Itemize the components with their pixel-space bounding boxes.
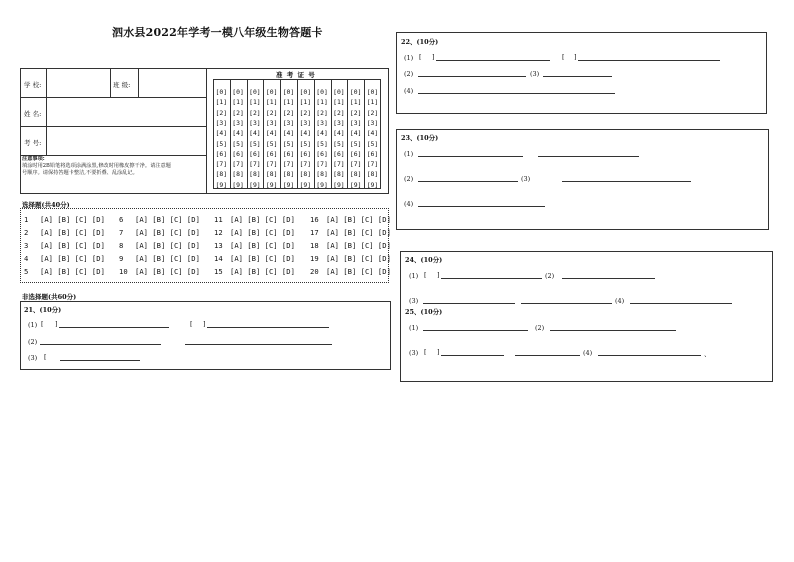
exam-id-bubble-col1-digit-3[interactable]: [3] <box>215 118 228 127</box>
choice-options-q15[interactable]: [A] [B] [C] [D] <box>230 267 295 276</box>
q23-part1-label: (1) <box>404 150 414 158</box>
choice-question-number: 1 <box>24 215 29 224</box>
exam-id-bubble-col1-digit-8[interactable]: [8] <box>215 170 228 179</box>
choice-options-q6[interactable]: [A] [B] [C] [D] <box>135 215 200 224</box>
exam-id-bubble-col9-digit-4[interactable]: [4] <box>349 129 362 138</box>
q24-bracket-l: [ <box>424 271 427 279</box>
exam-id-col-divider <box>297 80 298 188</box>
exam-id-bubble-col7-digit-5[interactable]: [5] <box>316 139 328 148</box>
exam-id-bubble-col8-digit-1[interactable]: [1] <box>333 98 345 107</box>
exam-id-bubble-col7-digit-4[interactable]: [4] <box>316 129 328 138</box>
exam-id-bubble-col5-digit-1[interactable]: [1] <box>282 98 295 107</box>
exam-id-bubble-col1-digit-7[interactable]: [7] <box>215 160 228 169</box>
exam-id-bubble-col7-digit-8[interactable]: [8] <box>316 170 328 179</box>
q21-bracket-left: [ <box>41 320 44 328</box>
q24-part3-blank-1[interactable] <box>423 303 515 304</box>
exam-id-bubble-col5-digit-2[interactable]: [2] <box>282 108 295 117</box>
exam-id-bubble-col2-digit-2[interactable]: [2] <box>232 108 244 117</box>
q21-part3-blank[interactable] <box>60 360 140 361</box>
exam-id-bubble-col4-digit-3[interactable]: [3] <box>265 118 278 127</box>
q23-part4-label: (4) <box>404 200 414 208</box>
q24-part1-label: (1) <box>409 272 419 280</box>
q23-box <box>396 129 769 230</box>
exam-id-bubble-col2-digit-6[interactable]: [6] <box>232 149 244 158</box>
exam-id-col-divider <box>263 80 264 188</box>
info-col-divider <box>110 68 111 97</box>
q25-bracket-r: ] <box>437 348 440 356</box>
exam-id-bubble-col4-digit-8[interactable]: [8] <box>265 170 278 179</box>
exam-id-bubble-col6-digit-7[interactable]: [7] <box>299 160 312 169</box>
exam-id-bubble-col10-digit-2[interactable]: [2] <box>366 108 379 117</box>
choice-options-q1[interactable]: [A] [B] [C] [D] <box>40 215 105 224</box>
exam-id-bubble-col3-digit-4[interactable]: [4] <box>249 129 261 138</box>
exam-id-bubble-col1-digit-4[interactable]: [4] <box>215 129 228 138</box>
q24-part2-blank[interactable] <box>562 278 655 279</box>
exam-id-bubble-col10-digit-1[interactable]: [1] <box>366 98 379 107</box>
class-label: 班 级: <box>113 81 131 89</box>
exam-id-bubble-col2-digit-4[interactable]: [4] <box>232 129 244 138</box>
exam-id-bubble-col1-digit-2[interactable]: [2] <box>215 108 228 117</box>
choice-question-number: 18 <box>310 241 319 250</box>
choice-options-q11[interactable]: [A] [B] [C] [D] <box>230 215 295 224</box>
q25-part2-label: (2) <box>535 324 545 332</box>
exam-id-bubble-col3-digit-1[interactable]: [1] <box>249 98 261 107</box>
choice-options-q18[interactable]: [A] [B] [C] [D] <box>326 241 391 250</box>
q25-tail-mark: 、 <box>704 350 711 358</box>
choice-question-number: 15 <box>214 267 223 276</box>
q22-bracket-r: ] <box>432 53 435 61</box>
exam-id-bubble-col4-digit-7[interactable]: [7] <box>265 160 278 169</box>
exam-id-bubble-col7-digit-7[interactable]: [7] <box>316 160 328 169</box>
exam-id-grid <box>213 79 381 189</box>
exam-id-bubble-col6-digit-3[interactable]: [3] <box>299 118 312 127</box>
choice-question-number: 11 <box>214 215 223 224</box>
choice-grid <box>24 212 391 282</box>
exam-id-bubble-col9-digit-0[interactable]: [0] <box>349 88 362 96</box>
exam-id-bubble-col10-digit-4[interactable]: [4] <box>366 129 379 138</box>
q25-part3-label: (3) <box>409 349 419 357</box>
exam-id-col-divider <box>314 80 315 188</box>
choice-options-q5[interactable]: [A] [B] [C] [D] <box>40 267 105 276</box>
choice-options-q2[interactable]: [A] [B] [C] [D] <box>40 228 105 237</box>
choice-question-number: 7 <box>119 228 124 237</box>
q23-part4-blank[interactable] <box>418 206 545 207</box>
q21-heading: 21、(10分) <box>24 306 62 314</box>
exam-id-bubble-col10-digit-0[interactable]: [0] <box>366 88 379 96</box>
q24-part1-blank[interactable] <box>441 278 542 279</box>
exam-id-bubble-col3-digit-8[interactable]: [8] <box>249 170 261 179</box>
q21-part2-label: (2) <box>28 338 38 346</box>
exam-id-bubble-col4-digit-5[interactable]: [5] <box>265 139 278 148</box>
exam-id-bubble-col8-digit-9[interactable]: [9] <box>333 180 345 189</box>
exam-id-bubble-col8-digit-2[interactable]: [2] <box>333 108 345 117</box>
exam-id-bubble-col8-digit-7[interactable]: [7] <box>333 160 345 169</box>
q24-part2-label: (2) <box>545 272 555 280</box>
q21-part3-label: (3) <box>28 354 38 362</box>
exam-id-bubble-col6-digit-1[interactable]: [1] <box>299 98 312 107</box>
q25-part4-label: (4) <box>583 349 593 357</box>
choice-options-q10[interactable]: [A] [B] [C] [D] <box>135 267 200 276</box>
q22-bracket-l: [ <box>419 53 422 61</box>
exam-id-bubble-col6-digit-6[interactable]: [6] <box>299 149 312 158</box>
exam-id-bubble-col2-digit-8[interactable]: [8] <box>232 170 244 179</box>
q23-part1-blank-1[interactable] <box>418 156 523 157</box>
exam-id-bubble-col6-digit-9[interactable]: [9] <box>299 180 312 189</box>
choice-options-q14[interactable]: [A] [B] [C] [D] <box>230 254 295 263</box>
info-divider <box>206 68 207 194</box>
q23-part2-blank[interactable] <box>418 181 518 182</box>
exam-id-bubble-col1-digit-6[interactable]: [6] <box>215 149 228 158</box>
choice-options-q9[interactable]: [A] [B] [C] [D] <box>135 254 200 263</box>
exam-id-bubble-col9-digit-8[interactable]: [8] <box>349 170 362 179</box>
q23-part3-label: (3) <box>521 175 531 183</box>
exam-id-bubble-col4-digit-2[interactable]: [2] <box>265 108 278 117</box>
exam-id-bubble-col8-digit-5[interactable]: [5] <box>333 139 345 148</box>
q25-part3-blank-1[interactable] <box>441 355 504 356</box>
exam-id-bubble-col10-digit-6[interactable]: [6] <box>366 149 379 158</box>
exam-id-bubble-col5-digit-6[interactable]: [6] <box>282 149 295 158</box>
exam-id-bubble-col5-digit-5[interactable]: [5] <box>282 139 295 148</box>
q21-part1-blank-2[interactable] <box>207 327 329 328</box>
q25-heading: 25、(10分) <box>405 308 443 316</box>
choice-options-q20[interactable]: [A] [B] [C] [D] <box>326 267 391 276</box>
exam-id-bubble-col2-digit-0[interactable]: [0] <box>232 88 244 96</box>
exam-id-bubble-col2-digit-7[interactable]: [7] <box>232 160 244 169</box>
q21-part2-blank-1[interactable] <box>40 344 161 345</box>
q24-part3-blank-2[interactable] <box>521 303 612 304</box>
exam-id-bubble-col1-digit-9[interactable]: [9] <box>215 180 228 189</box>
school-field[interactable] <box>47 69 109 96</box>
exam-id-bubble-col6-digit-2[interactable]: [2] <box>299 108 312 117</box>
q25-part3-blank-2[interactable] <box>515 355 580 356</box>
exam-id-bubble-col2-digit-5[interactable]: [5] <box>232 139 244 148</box>
q22-bracket-l-2: [ <box>562 53 565 61</box>
q23-part3-blank[interactable] <box>562 181 691 182</box>
exam-id-bubble-col3-digit-2[interactable]: [2] <box>249 108 261 117</box>
exam-id-bubble-col10-digit-8[interactable]: [8] <box>366 170 379 179</box>
choice-question-number: 9 <box>119 254 124 263</box>
q23-part1-blank-2[interactable] <box>538 156 639 157</box>
exam-id-bubble-col5-digit-9[interactable]: [9] <box>282 180 295 189</box>
choice-question-number: 8 <box>119 241 124 250</box>
exam-id-bubble-col9-digit-7[interactable]: [7] <box>349 160 362 169</box>
exam-id-bubble-col3-digit-5[interactable]: [5] <box>249 139 261 148</box>
exam-id-bubble-col5-digit-7[interactable]: [7] <box>282 160 295 169</box>
q24-bracket-r: ] <box>437 271 440 279</box>
q25-bracket-l: [ <box>424 348 427 356</box>
exam-number-field[interactable] <box>47 127 205 154</box>
notice <box>22 156 206 177</box>
nonchoice-section-title: 非选择题(共60分) <box>22 293 77 301</box>
name-label: 姓 名: <box>24 110 42 118</box>
exam-id-col-divider <box>347 80 348 188</box>
q22-part2-label: (2) <box>404 70 414 78</box>
exam-id-bubble-col2-digit-3[interactable]: [3] <box>232 118 244 127</box>
exam-id-bubble-col8-digit-4[interactable]: [4] <box>333 129 345 138</box>
q21-bracket-left-2: [ <box>190 320 193 328</box>
exam-id-bubble-col4-digit-1[interactable]: [1] <box>265 98 278 107</box>
exam-id-bubble-col2-digit-1[interactable]: [1] <box>232 98 244 107</box>
q22-part1-blank-2[interactable] <box>578 60 720 61</box>
choice-question-number: 17 <box>310 228 319 237</box>
exam-id-bubble-col8-digit-8[interactable]: [8] <box>333 170 345 179</box>
exam-id-bubble-col5-digit-8[interactable]: [8] <box>282 170 295 179</box>
exam-id-bubble-col9-digit-9[interactable]: [9] <box>349 180 362 189</box>
exam-id-bubble-col5-digit-3[interactable]: [3] <box>282 118 295 127</box>
choice-section-title: 选择题(共40分) <box>22 201 70 209</box>
exam-id-bubble-col7-digit-3[interactable]: [3] <box>316 118 328 127</box>
name-field[interactable] <box>47 98 205 125</box>
q22-part1-blank-1[interactable] <box>436 60 550 61</box>
choice-question-number: 20 <box>310 267 319 276</box>
exam-id-bubble-col5-digit-0[interactable]: [0] <box>282 88 295 96</box>
q24-heading: 24、(10分) <box>405 256 443 264</box>
exam-id-bubble-col5-digit-4[interactable]: [4] <box>282 129 295 138</box>
exam-id-bubble-col6-digit-8[interactable]: [8] <box>299 170 312 179</box>
q24-q25-box <box>400 251 773 382</box>
q21-part1-blank-1[interactable] <box>59 327 169 328</box>
exam-id-bubble-col4-digit-0[interactable]: [0] <box>265 88 278 96</box>
choice-question-number: 10 <box>119 267 128 276</box>
exam-number-label: 考 号: <box>24 139 42 147</box>
exam-id-bubble-col3-digit-0[interactable]: [0] <box>249 88 261 96</box>
exam-id-title: 准 考 证 号 <box>276 71 316 79</box>
exam-id-bubble-col7-digit-2[interactable]: [2] <box>316 108 328 117</box>
choice-question-number: 14 <box>214 254 223 263</box>
exam-id-bubble-col7-digit-0[interactable]: [0] <box>316 88 328 96</box>
exam-id-col-divider <box>280 80 281 188</box>
exam-id-bubble-col1-digit-5[interactable]: [5] <box>215 139 228 148</box>
exam-id-bubble-col8-digit-6[interactable]: [6] <box>333 149 345 158</box>
choice-options-q13[interactable]: [A] [B] [C] [D] <box>230 241 295 250</box>
q21-part1-label: (1) <box>28 321 38 329</box>
exam-id-bubble-col10-digit-5[interactable]: [5] <box>366 139 379 148</box>
exam-id-bubble-col8-digit-0[interactable]: [0] <box>333 88 345 96</box>
choice-question-number: 4 <box>24 254 29 263</box>
exam-id-bubble-col4-digit-4[interactable]: [4] <box>265 129 278 138</box>
exam-id-bubble-col6-digit-5[interactable]: [5] <box>299 139 312 148</box>
exam-id-bubble-col7-digit-6[interactable]: [6] <box>316 149 328 158</box>
choice-question-number: 13 <box>214 241 223 250</box>
exam-id-bubble-col6-digit-0[interactable]: [0] <box>299 88 312 96</box>
q23-heading: 23、(10分) <box>401 134 439 142</box>
exam-id-col-divider <box>364 80 365 188</box>
q24-part4-label: (4) <box>615 297 625 305</box>
q24-part4-blank[interactable] <box>630 303 732 304</box>
exam-id-bubble-col10-digit-3[interactable]: [3] <box>366 118 379 127</box>
q22-part3-blank[interactable] <box>543 76 612 77</box>
q21-bracket-right-2: ] <box>203 320 206 328</box>
q22-part4-label: (4) <box>404 87 414 95</box>
exam-id-col-divider <box>230 80 231 188</box>
exam-id-bubble-col2-digit-9[interactable]: [9] <box>232 180 244 189</box>
notice-line-1: 填涂时用2B铅笔将选项涂满涂黑,修改时用橡皮擦干净。请注意题 <box>22 163 171 169</box>
q25-part1-label: (1) <box>409 324 419 332</box>
choice-question-number: 12 <box>214 228 223 237</box>
q22-part3-label: (3) <box>530 70 540 78</box>
q21-part3-bracket: [ <box>44 353 47 361</box>
exam-id-bubble-col9-digit-6[interactable]: [6] <box>349 149 362 158</box>
choice-options-q12[interactable]: [A] [B] [C] [D] <box>230 228 295 237</box>
choice-options-q17[interactable]: [A] [B] [C] [D] <box>326 228 391 237</box>
choice-question-number: 6 <box>119 215 124 224</box>
q22-part1-label: (1) <box>404 54 414 62</box>
choice-options-q16[interactable]: [A] [B] [C] [D] <box>326 215 391 224</box>
choice-options-q4[interactable]: [A] [B] [C] [D] <box>40 254 105 263</box>
exam-id-bubble-col9-digit-5[interactable]: [5] <box>349 139 362 148</box>
notice-title: 注意事项: <box>22 156 45 162</box>
q21-bracket-right: ] <box>55 320 58 328</box>
q23-part2-label: (2) <box>404 175 414 183</box>
q21-part2-blank-2[interactable] <box>185 344 332 345</box>
notice-line-2: 号顺序。请保持答题卡整洁,不要折叠、乱涂乱记。 <box>22 170 138 176</box>
exam-id-bubble-col3-digit-7[interactable]: [7] <box>249 160 261 169</box>
exam-id-bubble-col6-digit-4[interactable]: [4] <box>299 129 312 138</box>
choice-options-q8[interactable]: [A] [B] [C] [D] <box>135 241 200 250</box>
exam-id-bubble-col10-digit-9[interactable]: [9] <box>366 180 379 189</box>
q25-part4-blank[interactable] <box>598 355 701 356</box>
exam-id-bubble-col8-digit-3[interactable]: [3] <box>333 118 345 127</box>
q24-part3-label: (3) <box>409 297 419 305</box>
exam-id-bubble-col7-digit-1[interactable]: [1] <box>316 98 328 107</box>
choice-options-q7[interactable]: [A] [B] [C] [D] <box>135 228 200 237</box>
exam-id-bubble-col9-digit-3[interactable]: [3] <box>349 118 362 127</box>
choice-question-number: 3 <box>24 241 29 250</box>
exam-id-bubble-col9-digit-2[interactable]: [2] <box>349 108 362 117</box>
choice-options-q19[interactable]: [A] [B] [C] [D] <box>326 254 391 263</box>
exam-id-bubble-col7-digit-9[interactable]: [9] <box>316 180 328 189</box>
q22-bracket-r-2: ] <box>574 53 577 61</box>
choice-question-number: 19 <box>310 254 319 263</box>
exam-id-bubble-col3-digit-3[interactable]: [3] <box>249 118 261 127</box>
choice-question-number: 16 <box>310 215 319 224</box>
exam-id-bubble-col1-digit-0[interactable]: [0] <box>215 88 228 96</box>
q22-part2-blank[interactable] <box>418 76 526 77</box>
choice-question-number: 2 <box>24 228 29 237</box>
exam-id-col-divider <box>331 80 332 188</box>
class-field[interactable] <box>139 69 205 96</box>
exam-id-col-divider <box>247 80 248 188</box>
exam-id-bubble-col10-digit-7[interactable]: [7] <box>366 160 379 169</box>
choice-options-q3[interactable]: [A] [B] [C] [D] <box>40 241 105 250</box>
school-label: 学 校: <box>24 81 42 89</box>
q22-heading: 22、(10分) <box>401 38 439 46</box>
q25-part1-blank[interactable] <box>423 330 528 331</box>
exam-id-bubble-col4-digit-9[interactable]: [9] <box>265 180 278 189</box>
exam-id-bubble-col1-digit-1[interactable]: [1] <box>215 98 228 107</box>
exam-id-bubble-col4-digit-6[interactable]: [6] <box>265 149 278 158</box>
q22-box <box>396 32 767 114</box>
q22-part4-blank[interactable] <box>418 93 615 94</box>
exam-id-bubble-col3-digit-9[interactable]: [9] <box>249 180 261 189</box>
page-title: 泗水县2022年学考一模八年级生物答题卡 <box>112 26 323 39</box>
exam-id-bubble-col9-digit-1[interactable]: [1] <box>349 98 362 107</box>
q25-part2-blank[interactable] <box>550 330 676 331</box>
choice-question-number: 5 <box>24 267 29 276</box>
exam-id-bubble-col3-digit-6[interactable]: [6] <box>249 149 261 158</box>
